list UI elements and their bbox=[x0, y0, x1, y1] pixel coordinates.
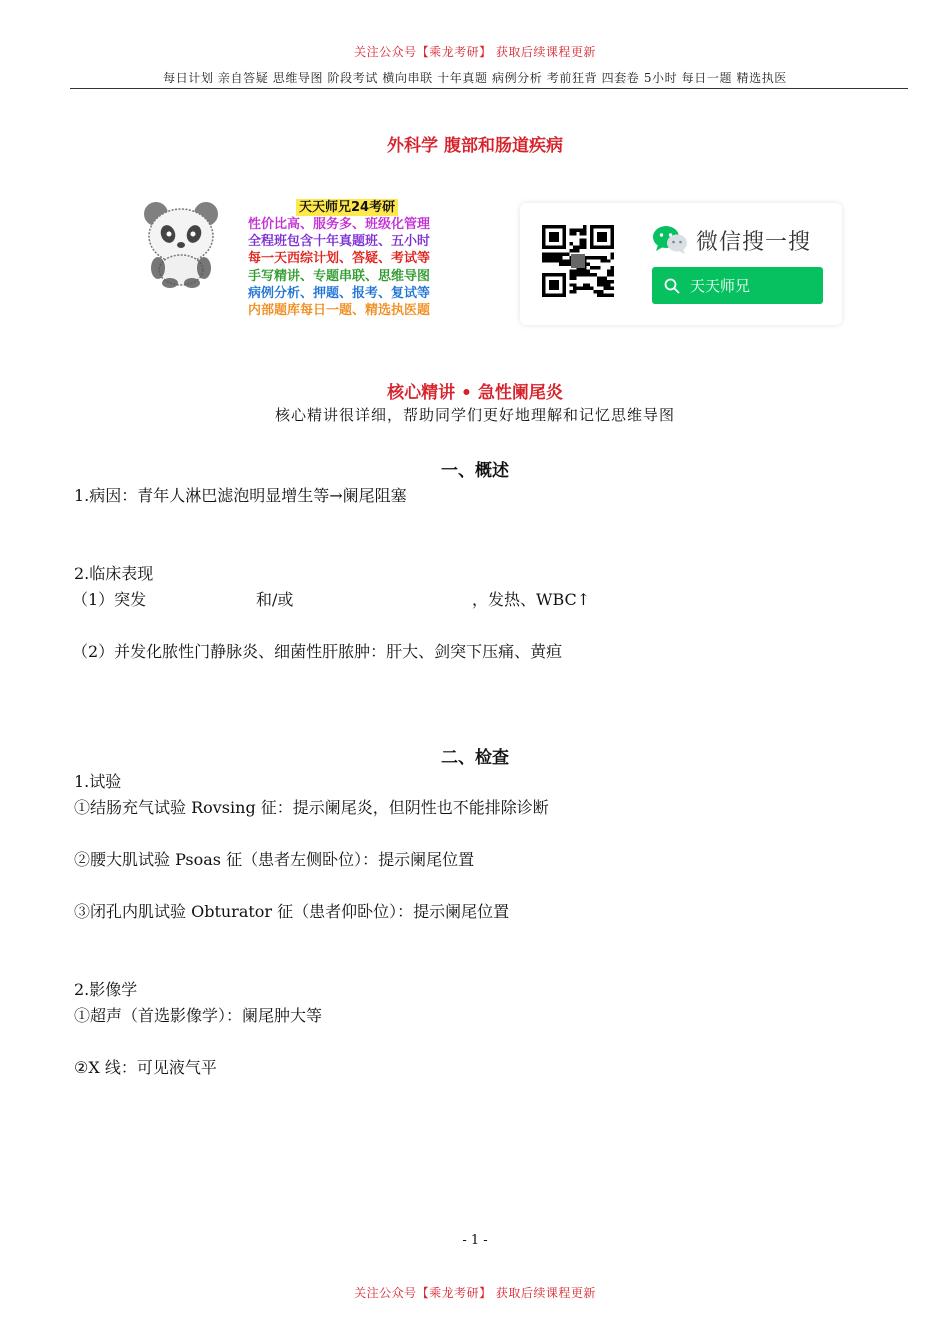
header-divider bbox=[70, 88, 908, 89]
qr-code-icon bbox=[542, 225, 614, 297]
ad-line: 每一天西综计划、答疑、考试等 bbox=[248, 251, 431, 267]
search-icon bbox=[664, 278, 680, 294]
document-title: 外科学 腹部和肠道疾病 bbox=[387, 136, 563, 156]
search-term: 天天师兄 bbox=[690, 277, 751, 295]
imaging-ultrasound: ①超声（首选影像学）：阑尾肿大等 bbox=[74, 1006, 323, 1025]
wechat-logo-icon bbox=[652, 225, 688, 255]
ad-line: 手写精讲、专题串联、思维导图 bbox=[248, 268, 431, 284]
header-promo: 关注公众号【乘龙考研】 获取后续课程更新 bbox=[354, 45, 596, 59]
footer-promo: 关注公众号【乘龙考研】 获取后续课程更新 bbox=[354, 1286, 596, 1300]
section-heading-exam: 二、检查 bbox=[441, 748, 509, 768]
clinical-heading: 2.临床表现 bbox=[74, 564, 154, 583]
panda-mascot-icon bbox=[136, 198, 226, 288]
ad-line: 全程班包含十年真题班、五小时 bbox=[248, 234, 431, 250]
clinical-item-1-part-b: 和/或 bbox=[256, 590, 294, 609]
core-title: 核心精讲 • 急性阑尾炎 bbox=[387, 383, 563, 403]
core-subtitle: 核心精讲很详细，帮助同学们更好地理解和记忆思维导图 bbox=[274, 406, 675, 424]
clinical-item-2: （2）并发化脓性门静脉炎、细菌性肝脓肿：肝大、剑突下压痛、黄疸 bbox=[72, 642, 563, 661]
test-obturator: ③闭孔内肌试验 Obturator 征（患者仰卧位）：提示阑尾位置 bbox=[74, 902, 510, 921]
section-heading-overview: 一、概述 bbox=[441, 461, 509, 481]
ad-text-block bbox=[248, 196, 473, 319]
clinical-item-1-part-c: ，发热、WBC↑ bbox=[472, 590, 591, 609]
wechat-search-label: 微信搜一搜 bbox=[696, 230, 812, 255]
tests-heading: 1.试验 bbox=[74, 772, 122, 791]
imaging-xray: ②X 线：可见液气平 bbox=[74, 1058, 217, 1077]
ad-line: 内部题库每日一题、精选执医题 bbox=[248, 303, 431, 319]
page-number: - 1 - bbox=[462, 1233, 488, 1248]
wechat-search-button[interactable] bbox=[652, 267, 823, 304]
test-rovsing: ①结肠充气试验 Rovsing 征：提示阑尾炎，但阴性也不能排除诊断 bbox=[74, 798, 549, 817]
ad-title: 天天师兄24考研 bbox=[296, 199, 398, 216]
ad-line: 性价比高、服务多、班级化管理 bbox=[248, 217, 431, 232]
test-psoas: ②腰大肌试验 Psoas 征（患者左侧卧位）：提示阑尾位置 bbox=[74, 850, 475, 869]
ad-line: 病例分析、押题、报考、复试等 bbox=[248, 285, 431, 301]
clinical-item-1-part-a: （1）突发 bbox=[72, 590, 147, 609]
cause-line: 1.病因：青年人淋巴滤泡明显增生等→阑尾阻塞 bbox=[74, 486, 407, 505]
header-nav: 每日计划 亲自答疑 思维导图 阶段考试 横向串联 十年真题 病例分析 考前狂背 四套卷 5小时 每日一题 精选执医 bbox=[163, 71, 787, 85]
wechat-search-card[interactable] bbox=[520, 203, 842, 325]
imaging-heading: 2.影像学 bbox=[74, 980, 138, 999]
